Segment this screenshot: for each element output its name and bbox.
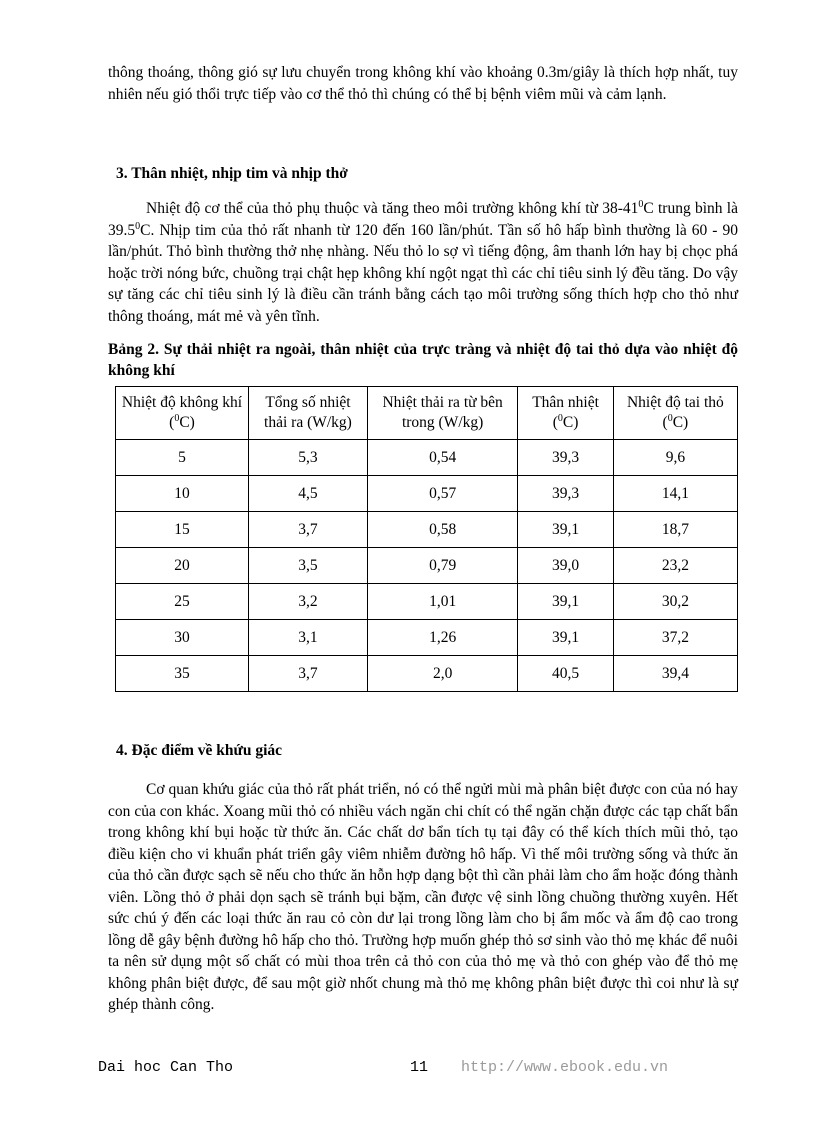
data-table bbox=[115, 386, 738, 692]
column-header: Nhiệt độ tai thỏ ($^0$C) bbox=[613, 387, 737, 440]
table-caption: Bảng 2. Sự thải nhiệt ra ngoài, thân nhiệt của trực tràng và nhiệt độ tai thỏ dựa vào nhiệt độ không khí bbox=[108, 341, 738, 379]
intro-paragraph: thông thoáng, thông gió sự lưu chuyển trong không khí vào khoảng 0.3m/giây là thích hợp nhất, tuy nhiên nếu gió thổi trực tiếp vào cơ thể thỏ thì chúng có thể bị bệnh viêm mũi và cảm lạnh. bbox=[108, 64, 738, 103]
section-3-heading: 3. Thân nhiệt, nhịp tim và nhịp thở bbox=[116, 165, 348, 182]
section-4-paragraph: Cơ quan khứu giác của thỏ rất phát triển, nó có thể ngửi mùi mà phân biệt được con của nó hay con của con khác. Xoang mũi thỏ có nhiều vách ngăn chi chít có thể ngăn chặn được các tạp chất bẩn trong không khí bụi hoặc từ thức ăn. Các chất dơ bẩn tích tụ tại đây có thể kích thích mũi thỏ, tạo điều kiện cho vi khuẩn phát triển gây viêm nhiễm đường hô hấp. Vì thế môi trường sống và thức ăn của thỏ cần được sạch sẽ nếu cho thức ăn hỗn hợp dạng bột thì cần phải làm cho ẩm hoặc đóng thành viên. Lồng thỏ ở phải dọn sạch sẽ tránh bụi bặm, cần được vệ sinh lồng chuồng thường xuyên. Hết sức chú ý đến các loại thức ăn rau cỏ còn dư lại trong lồng làm cho bị ẩm mốc và ẩm độ cao trong lồng dễ gây bệnh đường hô hấp cho thỏ. Trường hợp muốn ghép thỏ sơ sinh vào thỏ mẹ khác để nuôi ta nên sử dụng một số chất có mùi thoa trên cả thỏ con của thỏ mẹ và thỏ con ghép vào để thỏ mẹ không phân biệt được, để sau một giờ nhốt chung mà thỏ mẹ không phân biệt được thì coi như là sự ghép thành công. bbox=[108, 781, 738, 1013]
table-cell: 4,5 bbox=[248, 476, 367, 512]
table-row bbox=[116, 656, 738, 692]
table-cell: 3,2 bbox=[248, 584, 367, 620]
table-cell: 35 bbox=[116, 656, 249, 692]
table-cell: 0,54 bbox=[367, 440, 517, 476]
footer-source: Dai hoc Can Tho bbox=[98, 1059, 234, 1076]
table-cell: 1,01 bbox=[367, 584, 517, 620]
table-row bbox=[116, 476, 738, 512]
table-cell: 39,1 bbox=[518, 512, 613, 548]
column-header: Nhiệt độ không khí ($^0$C) bbox=[116, 387, 249, 440]
table-cell: 3,7 bbox=[248, 512, 367, 548]
table-cell: 3,1 bbox=[248, 620, 367, 656]
footer-url: http://www.ebook.edu.vn bbox=[461, 1059, 669, 1076]
table-row bbox=[116, 548, 738, 584]
table-cell: 9,6 bbox=[613, 440, 737, 476]
table-cell: 10 bbox=[116, 476, 249, 512]
table-cell: 23,2 bbox=[613, 548, 737, 584]
table-cell: 2,0 bbox=[367, 656, 517, 692]
column-header: Nhiệt thải ra từ bên trong (W/kg) bbox=[367, 387, 517, 440]
column-header: Tổng số nhiệt thải ra (W/kg) bbox=[248, 387, 367, 440]
table-cell: 0,79 bbox=[367, 548, 517, 584]
table-cell: 37,2 bbox=[613, 620, 737, 656]
page-number: 11 bbox=[410, 1059, 429, 1076]
table-cell: 20 bbox=[116, 548, 249, 584]
table-cell: 39,3 bbox=[518, 440, 613, 476]
table-cell: 39,3 bbox=[518, 476, 613, 512]
table-cell: 30 bbox=[116, 620, 249, 656]
table-cell: 39,1 bbox=[518, 584, 613, 620]
table-cell: 15 bbox=[116, 512, 249, 548]
table-row bbox=[116, 512, 738, 548]
table-cell: 3,5 bbox=[248, 548, 367, 584]
table-row bbox=[116, 584, 738, 620]
table-cell: 18,7 bbox=[613, 512, 737, 548]
table-cell: 5,3 bbox=[248, 440, 367, 476]
table-cell: 0,58 bbox=[367, 512, 517, 548]
table-row bbox=[116, 620, 738, 656]
table-cell: 1,26 bbox=[367, 620, 517, 656]
table-cell: 0,57 bbox=[367, 476, 517, 512]
table-header-row bbox=[116, 387, 738, 440]
column-header: Thân nhiệt ($^0$C) bbox=[518, 387, 613, 440]
table-cell: 40,5 bbox=[518, 656, 613, 692]
table-cell: 39,4 bbox=[613, 656, 737, 692]
section-4-heading: 4. Đặc điểm về khứu giác bbox=[116, 742, 283, 759]
table-cell: 39,0 bbox=[518, 548, 613, 584]
table-cell: 25 bbox=[116, 584, 249, 620]
table-cell: 3,7 bbox=[248, 656, 367, 692]
table-row bbox=[116, 440, 738, 476]
table-cell: 14,1 bbox=[613, 476, 737, 512]
table-cell: 39,1 bbox=[518, 620, 613, 656]
section-3-paragraph: Nhiệt độ cơ thể của thỏ phụ thuộc và tăng theo môi trường không khí từ $38-41^0C$ trung bình là 39.5$^0$C. Nhịp tim của thỏ rất nhanh từ 120 đến 160 lần/phút. Tần số hô hấp bình thường là 60 - 90 lần/phút. Thỏ bình thường thở nhẹ nhàng. Nếu thỏ lo sợ vì tiếng động, âm thanh lớn hay bị chọc phá hoặc trời nóng bức, chuồng trại chật hẹp không khí ngột ngạt thì các chỉ tiêu sinh lý đều tăng. Do vậy sự tăng các chỉ tiêu sinh lý là điều cần tránh bằng cách tạo môi trường sống thích hợp cho thỏ như thông thoáng, mát mẻ và yên tĩnh. bbox=[108, 199, 738, 325]
table-cell: 30,2 bbox=[613, 584, 737, 620]
table-cell: 5 bbox=[116, 440, 249, 476]
page-content bbox=[108, 62, 738, 1016]
